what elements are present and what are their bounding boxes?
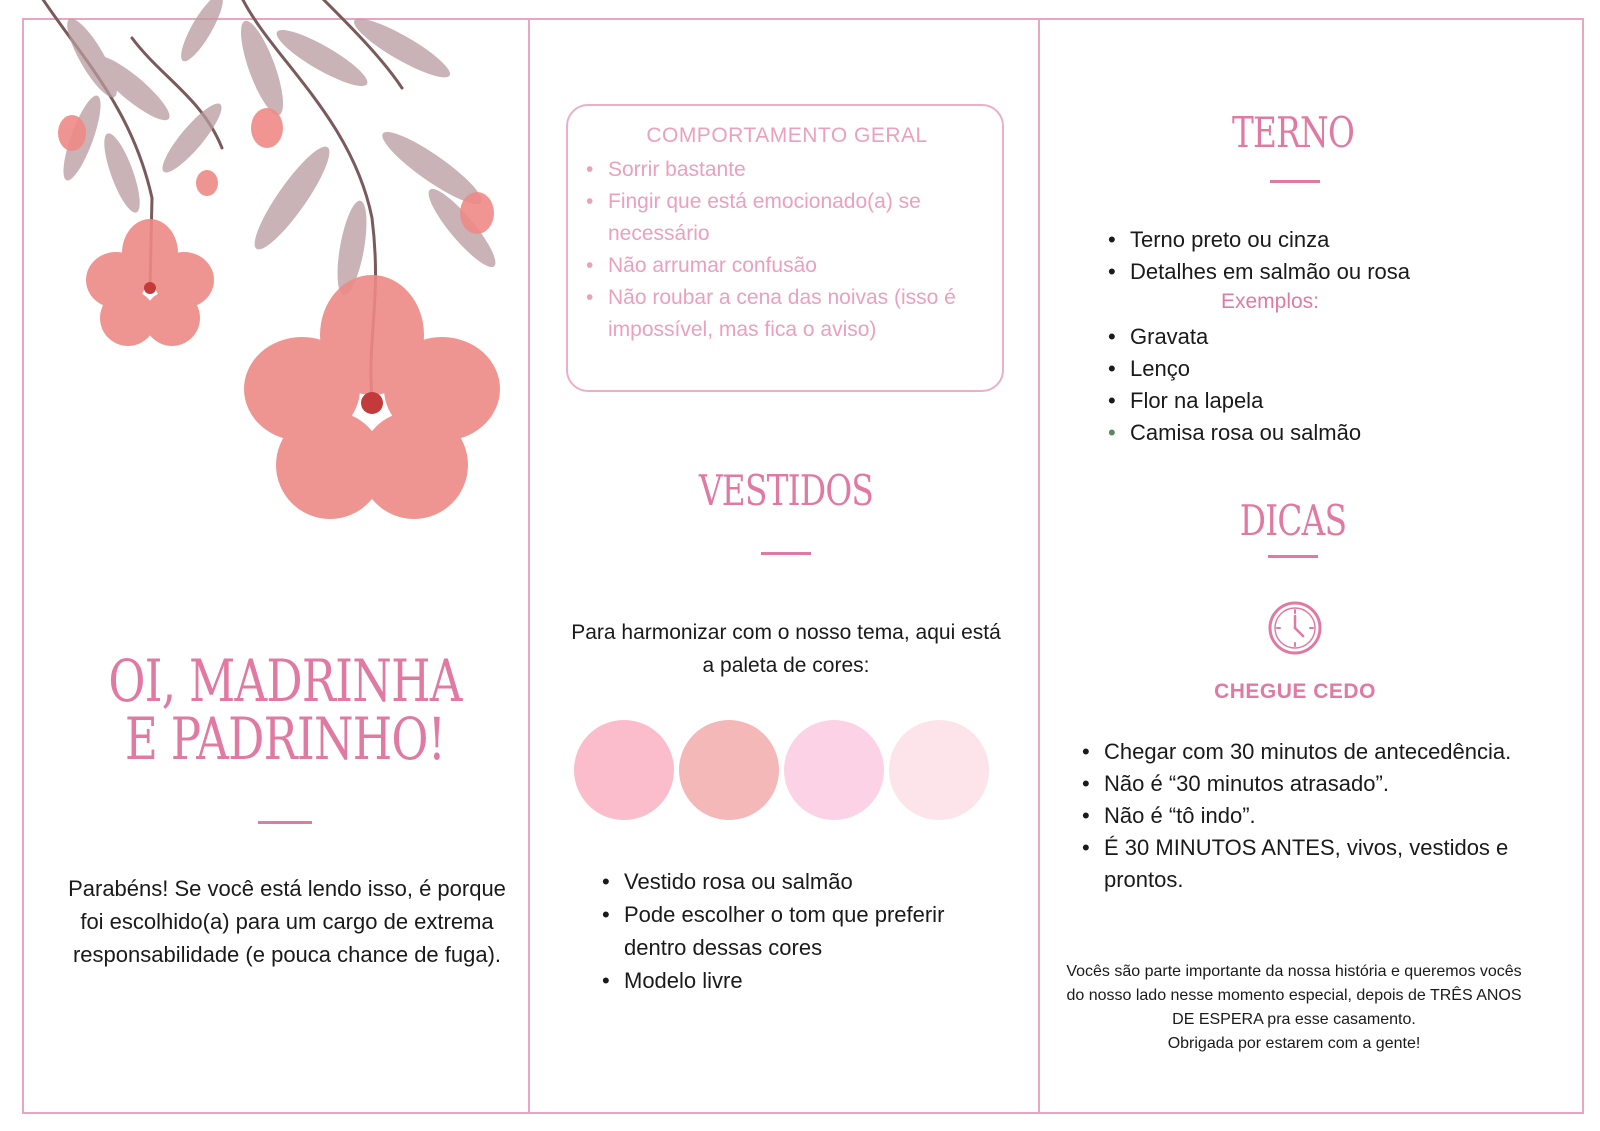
palette-swatch-4: [889, 720, 989, 820]
palette-swatch-3: [784, 720, 884, 820]
vestidos-list: [598, 865, 1008, 997]
palette-swatch-2: [679, 720, 779, 820]
vestidos-item: • Modelo livre: [598, 964, 1008, 997]
greeting-title-line2: E PADRINHO!: [124, 705, 446, 773]
terno-underline: [1270, 180, 1320, 183]
dicas-list: [1078, 736, 1538, 896]
terno-item: • Terno preto ou cinza: [1104, 224, 1524, 256]
behavior-box: [566, 104, 1004, 392]
watercolor-flowers-illustration: [22, 0, 532, 538]
dicas-item: • Não é “tô indo”.: [1078, 800, 1538, 832]
vestidos-item: • Vestido rosa ou salmão: [598, 865, 1008, 898]
vestidos-intro: Para harmonizar com o nosso tema, aqui está a paleta de cores:: [571, 621, 1001, 677]
examples-list: [1104, 321, 1524, 449]
palette-swatch-1: [574, 720, 674, 820]
greeting-title-line1: OI, MADRINHA: [108, 647, 462, 715]
behavior-list: [582, 154, 992, 346]
terno-title: TERNO: [1231, 108, 1355, 157]
middle-panel: [530, 20, 1038, 1112]
examples-label: Exemplos:: [1220, 290, 1320, 313]
dicas-item: • Não é “30 minutos atrasado”.: [1078, 768, 1538, 800]
dicas-underline: [1268, 555, 1318, 558]
right-panel: [1040, 20, 1582, 1112]
closing-thanks: Obrigada por estarem com a gente!: [1167, 1035, 1421, 1052]
closing-message: [1060, 960, 1528, 1056]
dicas-item: • É 30 MINUTOS ANTES, vivos, vestidos e prontos.: [1078, 832, 1538, 896]
terno-item: • Detalhes em salmão ou rosa: [1104, 256, 1524, 288]
title-underline: [258, 821, 312, 824]
example-item: • Lenço: [1104, 353, 1524, 385]
dicas-title: DICAS: [1239, 496, 1347, 545]
example-item: • Gravata: [1104, 321, 1524, 353]
vestidos-underline: [761, 552, 811, 555]
vestidos-item: • Pode escolher o tom que preferir dentro dessas cores: [598, 898, 1008, 964]
behavior-item: • Não arrumar confusão: [582, 250, 992, 282]
example-item: • Camisa rosa ou salmão: [1104, 417, 1524, 449]
closing-text: Vocês são parte importante da nossa história e queremos vocês do nosso lado nesse momento especial, depois de TRÊS ANOS DE ESPERA pra esse casamento.: [1066, 963, 1522, 1028]
greeting-body: Parabéns! Se você está lendo isso, é porque foi escolhido(a) para um cargo de extrema responsabilidade (e pouca chance de fuga).: [68, 876, 506, 967]
clock-icon: [1267, 600, 1323, 656]
vestidos-title: VESTIDOS: [698, 466, 874, 515]
behavior-item: • Não roubar a cena das noivas (isso é impossível, mas fica o aviso): [582, 282, 992, 346]
dicas-item: • Chegar com 30 minutos de antecedência.: [1078, 736, 1538, 768]
terno-list: [1104, 224, 1524, 288]
example-item: • Flor na lapela: [1104, 385, 1524, 417]
greeting-title: [81, 647, 488, 773]
dicas-subtitle: CHEGUE CEDO: [1214, 680, 1376, 703]
behavior-item: • Sorrir bastante: [582, 154, 992, 186]
behavior-item: • Fingir que está emocionado(a) se necessário: [582, 186, 992, 250]
behavior-title: COMPORTAMENTO GERAL: [646, 124, 928, 147]
left-panel: [24, 20, 528, 1112]
